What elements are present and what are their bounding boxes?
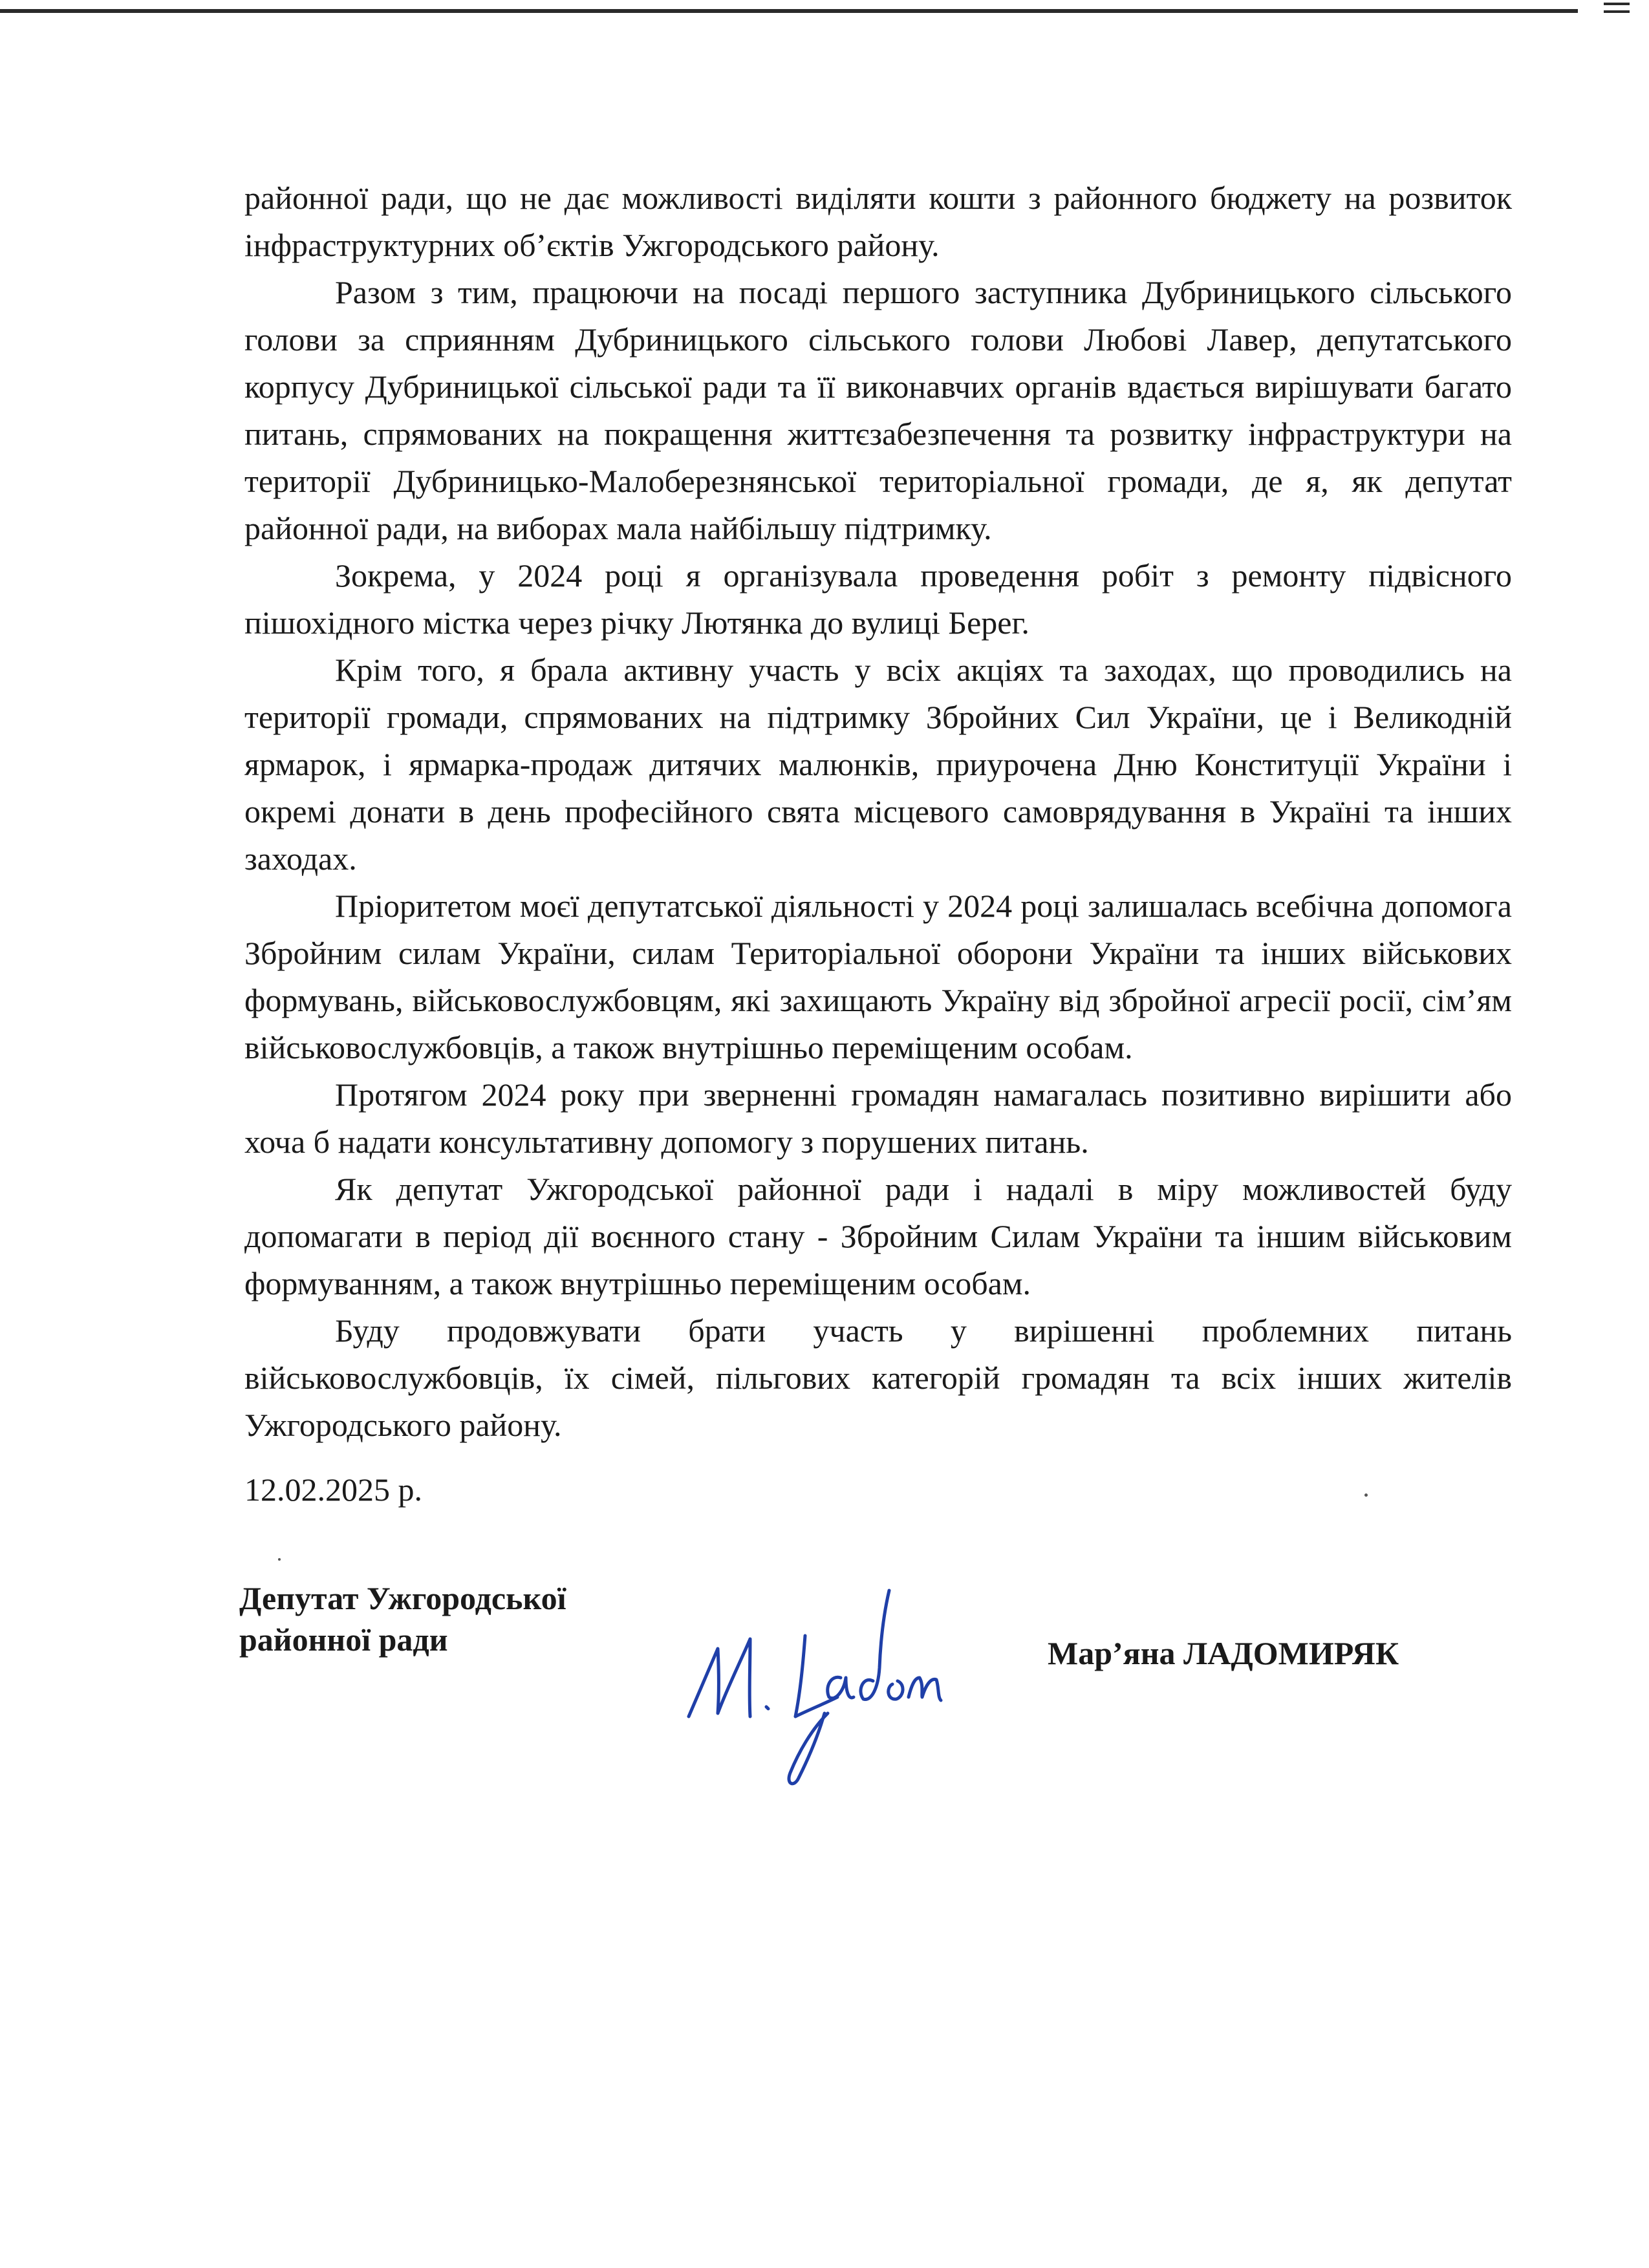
scan-speck [278, 1558, 281, 1561]
document-date: 12.02.2025 р. [244, 1471, 422, 1508]
paragraph-3: Зокрема, у 2024 році я організувала проведення робіт з ремонту підвісного пішохідного містка через річку Лютянка до вулиці Берег. [244, 557, 1512, 641]
paragraph-7: Як депутат Ужгородської районної ради і надалі в міру можливостей буду допомагати в період дії воєнного стану - Збройним Силам України та іншим військовим формуванням, а також внутрішньо переміщеним особам. [244, 1171, 1512, 1301]
paragraph-8: Буду продовжувати брати участь у вирішенні проблемних питань військовослужбовців, їх сімей, пільгових категорій громадян та всіх інших жителів Ужгородського району. [244, 1312, 1512, 1443]
handwritten-signature [679, 1565, 951, 1791]
signatory-position [239, 1578, 566, 1660]
signatory-position-line2: районної ради [239, 1621, 448, 1658]
paragraph-1: районної ради, що не дає можливості виділяти кошти з районного бюджету на розвиток інфраструктурних об’єктів Ужгородського району. [244, 180, 1512, 263]
scan-edge-right [1604, 0, 1630, 16]
paragraph-2: Разом з тим, працюючи на посаді першого заступника Дубриницького сільського голови за сприянням Дубриницького сільського голови Любові Лавер, депутатського корпусу Дубриницької сільської ради та її виконавчих органів вдається вирішувати багато питань, спрямованих на покращення життєзабезпечення та розвитку інфраструктури на території Дубриницько-Малоберезнянської територіальної громади, де я, як депутат районної ради, на виборах мала найбільшу підтримку. [244, 274, 1512, 546]
scan-speck [1364, 1493, 1368, 1497]
signatory-position-line1: Депутат Ужгородської [239, 1580, 566, 1616]
paragraph-5: Пріоритетом моєї депутатської діяльності у 2024 році залишалась всебічна допомога Збройним силам України, силам Територіальної оборони України та інших військових формувань, військовослужбовцям, які захищають Україну від збройної агресії росії, сім’ям військовослужбовців, а також внутрішньо переміщеним особам. [244, 888, 1512, 1065]
document-body [244, 175, 1512, 1449]
paragraph-6: Протягом 2024 року при зверненні громадян намагалась позитивно вирішити або хоча б надати консультативну допомогу з порушених питань. [244, 1076, 1512, 1160]
signatory-name: Мар’яна ЛАДОМИРЯК [1048, 1635, 1399, 1671]
scan-edge-top [0, 9, 1578, 13]
paragraph-4: Крім того, я брала активну участь у всіх акціях та заходах, що проводились на території громади, спрямованих на підтримку Збройних Сил України, це і Великодній ярмарок, і ярмарка-продаж дитячих малюнків, приурочена Дню Конституції України і окремі донати в день професійного свята місцевого самоврядування в Україні та інших заходах. [244, 652, 1512, 877]
